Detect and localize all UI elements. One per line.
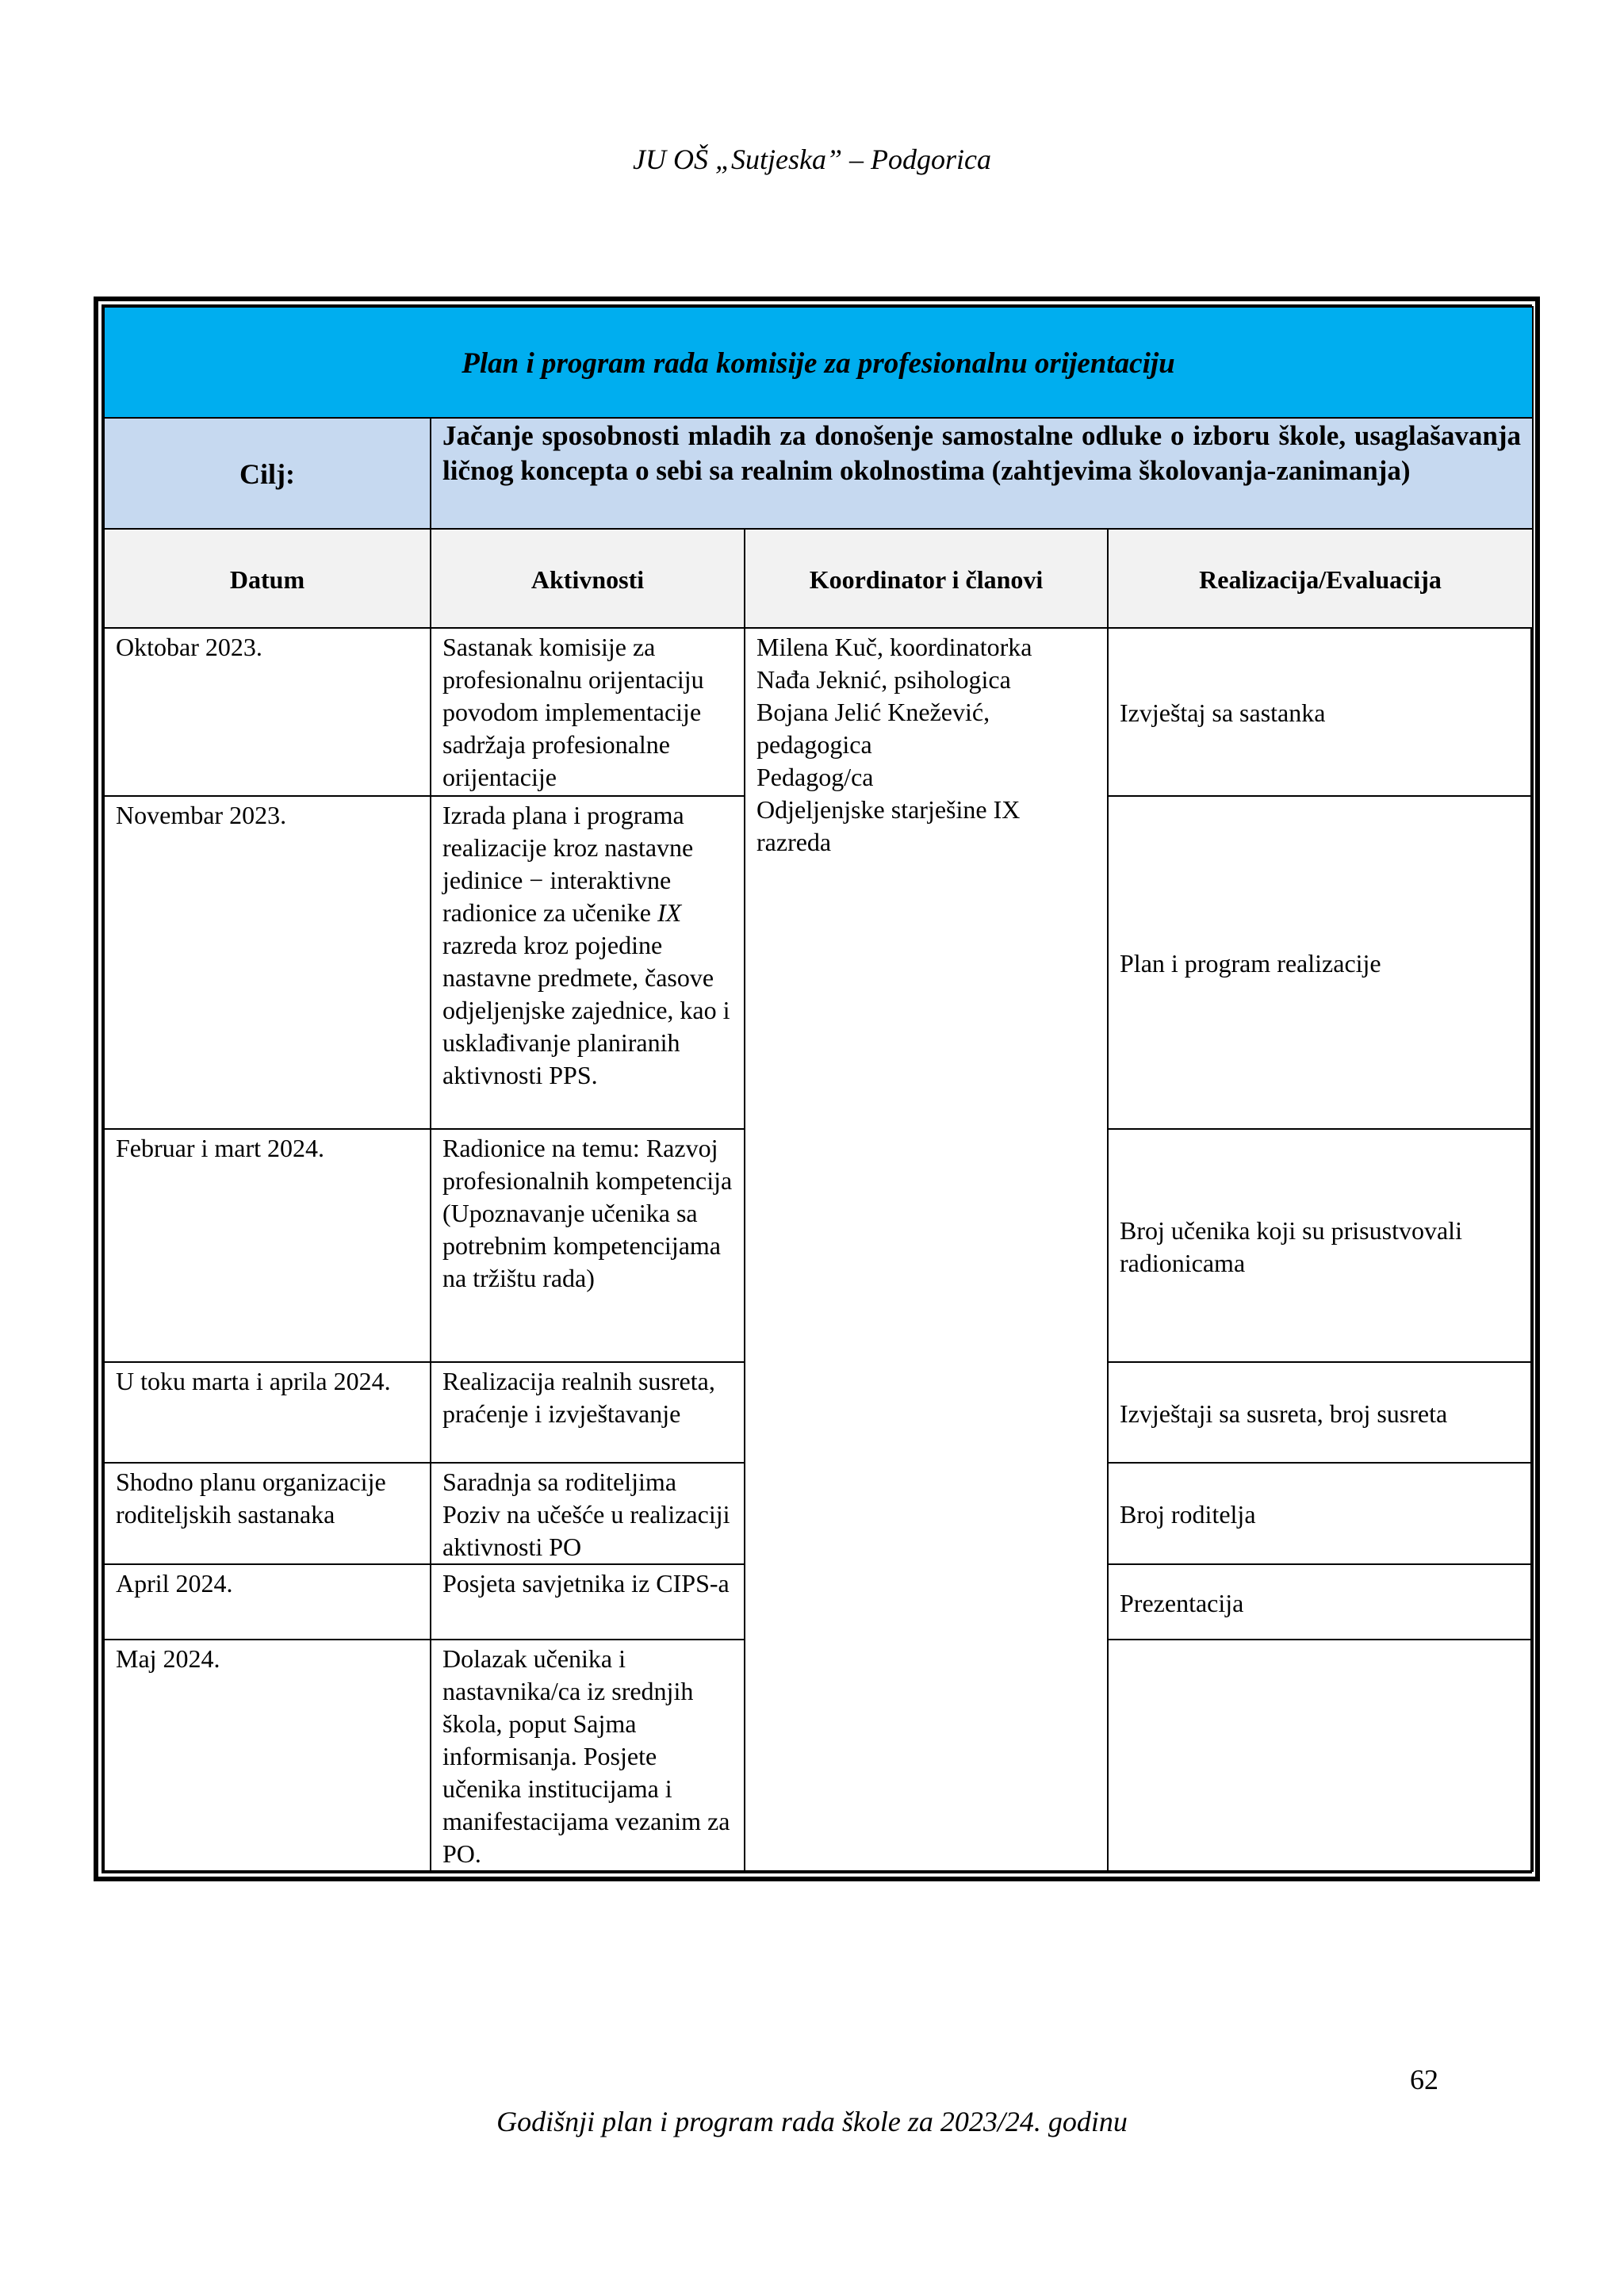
activity-cell: Posjeta savjetnika iz CIPS-a (431, 1564, 745, 1640)
activity-cell (431, 796, 745, 1129)
plan-table-frame (94, 297, 1540, 1881)
date-cell: Novembar 2023. (104, 796, 431, 1129)
evaluation-cell: Broj učenika koji su prisustvovali radionicama (1108, 1129, 1533, 1362)
evaluation-cell: Broj roditelja (1108, 1463, 1533, 1564)
column-header-coordinators: Koordinator i članovi (745, 529, 1108, 628)
date-cell: Oktobar 2023. (104, 628, 431, 796)
activity-cell: Radionice na temu: Razvoj profesionalnih kompetencija (Upoznavanje učenika sa potrebnim kompetencijama na tržištu rada) (431, 1129, 745, 1362)
evaluation-cell: Plan i program realizacije (1108, 796, 1533, 1129)
activity-text: Izrada plana i programa realizacije kroz nastavne jedinice − interaktivne radionice za učenike (442, 801, 694, 927)
activity-cell: Realizacija realnih susreta, praćenje i izvještavanje (431, 1362, 745, 1463)
table-row (104, 628, 1533, 796)
date-cell: Maj 2024. (104, 1640, 431, 1871)
evaluation-cell: Izvještaji sa susreta, broj susreta (1108, 1362, 1533, 1463)
date-cell: Shodno planu organizacije roditeljskih sastanaka (104, 1463, 431, 1564)
table-title: Plan i program rada komisije za profesionalnu orijentaciju (104, 307, 1533, 418)
date-cell: April 2024. (104, 1564, 431, 1640)
evaluation-cell (1108, 1640, 1533, 1871)
goal-text: Jačanje sposobnosti mladih za donošenje samostalne odluke o izboru škole, usaglašavanja ličnog koncepta o sebi sa realnim okolnostima (zahtjevima školovanja-zanimanja) (431, 418, 1533, 529)
evaluation-cell: Izvještaj sa sastanka (1108, 628, 1533, 796)
page-footer: Godišnji plan i program rada škole za 2023/24. godinu (496, 2106, 1128, 2137)
column-header-date: Datum (104, 529, 431, 628)
activity-grade-italic: IX (657, 898, 682, 927)
page-header: JU OŠ „Sutjeska” – Podgorica (633, 144, 991, 175)
activity-cell: Sastanak komisije za profesionalnu orijentaciju povodom implementacije sadržaja profesionalne orijentacije (431, 628, 745, 796)
column-header-activities: Aktivnosti (431, 529, 745, 628)
activity-cell: Saradnja sa roditeljima Poziv na učešće u realizaciji aktivnosti PO (431, 1463, 745, 1564)
date-cell: U toku marta i aprila 2024. (104, 1362, 431, 1463)
evaluation-cell: Prezentacija (1108, 1564, 1533, 1640)
date-cell: Februar i mart 2024. (104, 1129, 431, 1362)
coordinators-cell: Milena Kuč, koordinatorka Nađa Jeknić, psihologica Bojana Jelić Knežević, pedagogica Pedagog/ca Odjeljenjske starješine IX razreda (745, 628, 1108, 1871)
page-number: 62 (1410, 2064, 1438, 2095)
activity-text: razreda kroz pojedine nastavne predmete, časove odjeljenjske zajednice, kao i usklađivanje planiranih aktivnosti PPS. (442, 931, 730, 1089)
column-header-evaluation: Realizacija/Evaluacija (1108, 529, 1533, 628)
plan-table (103, 306, 1534, 1872)
activity-cell: Dolazak učenika i nastavnika/ca iz srednjih škola, poput Sajma informisanja. Posjete učenika institucijama i manifestacijama vezanim za PO. (431, 1640, 745, 1871)
goal-label: Cilj: (104, 418, 431, 529)
